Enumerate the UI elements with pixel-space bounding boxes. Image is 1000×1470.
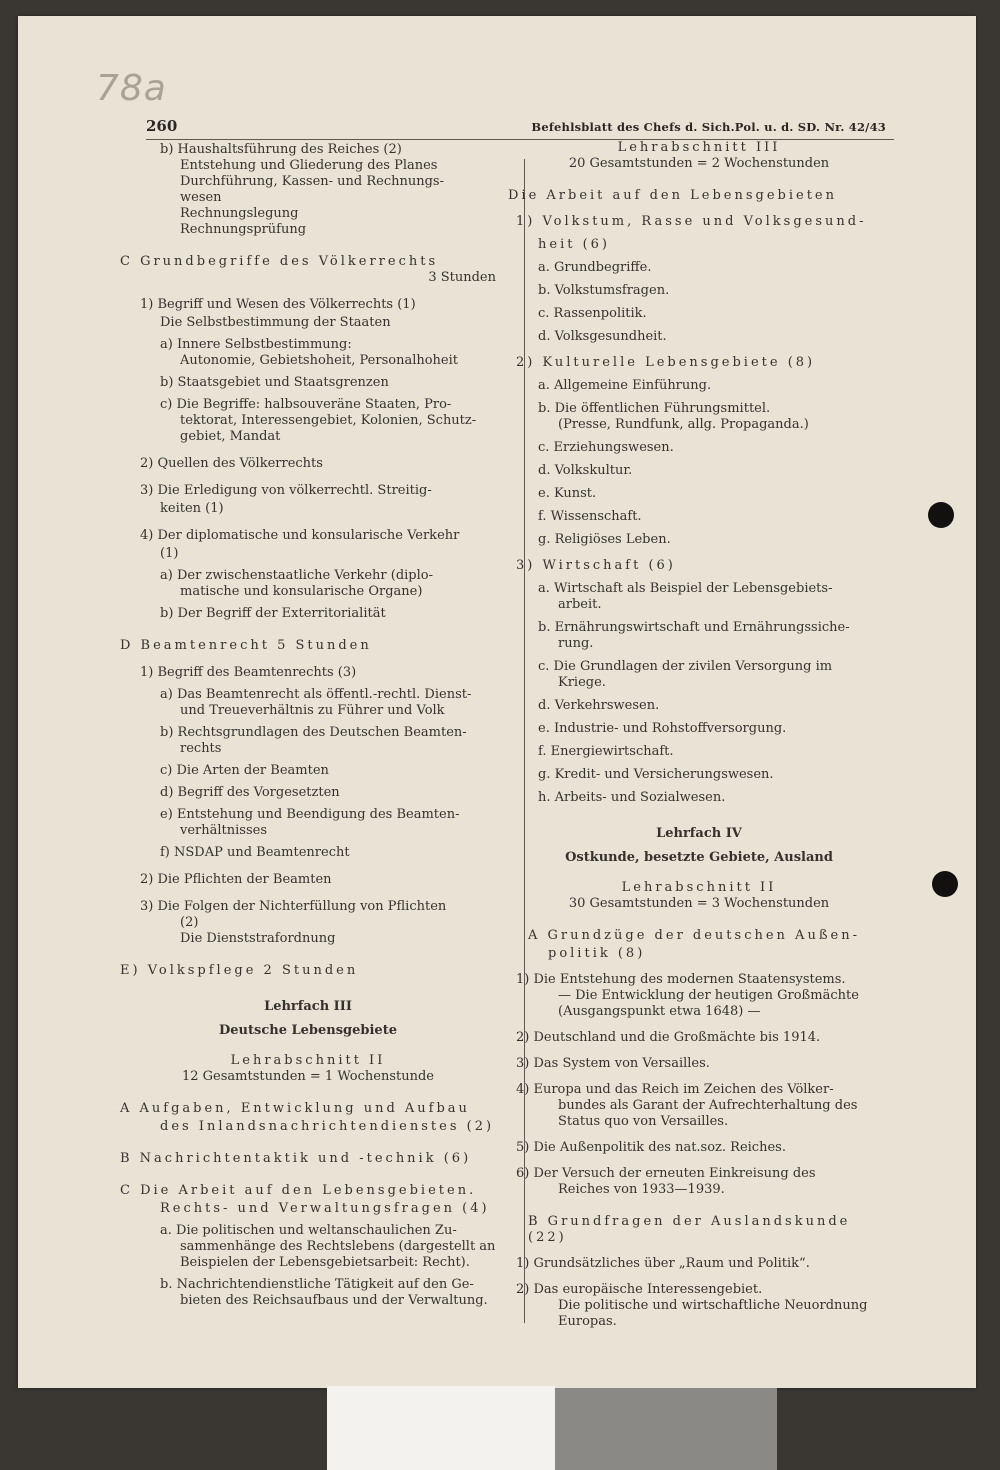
right-column	[508, 140, 890, 1330]
left-column-line: tektorat, Interessengebiet, Kolonien, Schutz-	[180, 413, 477, 428]
right-column-line: f. Energiewirtschaft.	[538, 744, 674, 759]
right-column-line: bundes als Garant der Aufrechterhaltung des	[558, 1098, 858, 1113]
left-column-line: b) Haushaltsführung des Reiches (2)	[160, 142, 402, 157]
right-column-line: Lehrabschnitt III	[617, 140, 781, 155]
right-column-line: Status quo von Versailles.	[558, 1114, 729, 1129]
right-column-line: 2) Das europäische Interessengebiet.	[516, 1282, 763, 1297]
left-column-line: b. Nachrichtendienstliche Tätigkeit auf den Ge-	[160, 1277, 474, 1292]
left-column-line: C Die Arbeit auf den Lebensgebieten.	[120, 1183, 477, 1198]
right-column-line: 30 Gesamtstunden = 3 Wochenstunden	[568, 896, 830, 911]
left-column-line: sammenhänge des Rechtslebens (dargestellt an	[180, 1239, 496, 1254]
left-column-line: verhältnisses	[180, 823, 267, 838]
right-column-line: rung.	[558, 636, 594, 651]
left-column-line: 3) Die Folgen der Nichterfüllung von Pflichten	[140, 899, 447, 914]
left-column-line: matische und konsularische Organe)	[180, 584, 423, 599]
left-column-line: a) Der zwischenstaatliche Verkehr (diplo-	[160, 568, 433, 583]
right-column-line: arbeit.	[558, 597, 602, 612]
right-column-line: c. Die Grundlagen der zivilen Versorgung im	[538, 659, 833, 674]
right-column-line: 6) Der Versuch der erneuten Einkreisung des	[516, 1166, 816, 1181]
left-column-line: Die Selbstbestimmung der Staaten	[160, 315, 391, 330]
left-column-line: a. Die politischen und weltanschaulichen Zu-	[160, 1223, 457, 1238]
left-column-line: a) Innere Selbstbestimmung:	[160, 337, 352, 352]
left-column-line: Rechts- und Verwaltungsfragen (4)	[160, 1201, 490, 1216]
right-column-line: 2) Deutschland und die Großmächte bis 1914.	[516, 1030, 821, 1045]
right-column-line: 5) Die Außenpolitik des nat.soz. Reiches.	[516, 1140, 786, 1155]
left-column-line: 12 Gesamtstunden = 1 Wochenstunde	[182, 1069, 434, 1084]
punch-hole-lower	[932, 871, 958, 897]
left-column-line: b) Rechtsgrundlagen des Deutschen Beamten-	[160, 725, 467, 740]
right-column-line: 1) Die Entstehung des modernen Staatensystems.	[516, 972, 846, 987]
scan-background-gray	[555, 1388, 777, 1470]
left-column-line: Lehrfach III	[264, 999, 352, 1014]
right-column-line: heit (6)	[538, 237, 610, 252]
page-number: 260	[146, 117, 178, 135]
right-column-line: (Presse, Rundfunk, allg. Propaganda.)	[558, 417, 809, 432]
left-column-line: 2) Die Pflichten der Beamten	[140, 872, 332, 887]
left-column-line: Deutsche Lebensgebiete	[219, 1023, 397, 1038]
right-column-line: 2) Kulturelle Lebensgebiete (8)	[516, 355, 816, 370]
right-column-line: politik (8)	[548, 946, 646, 961]
left-column-line: und Treueverhältnis zu Führer und Volk	[180, 703, 445, 718]
left-column-line: 4) Der diplomatische und konsularische Verkehr	[140, 528, 460, 543]
left-column-line: b) Der Begriff der Exterritorialität	[160, 606, 386, 621]
right-column-line: c. Rassenpolitik.	[538, 306, 647, 321]
left-column-line: Durchführung, Kassen- und Rechnungs-	[180, 174, 444, 189]
right-column-line: Ostkunde, besetzte Gebiete, Ausland	[565, 850, 833, 865]
left-column-line: rechts	[180, 741, 222, 756]
left-column	[120, 140, 496, 1309]
left-column-line: b) Staatsgebiet und Staatsgrenzen	[160, 375, 389, 390]
right-column-line: (Ausgangspunkt etwa 1648) —	[558, 1004, 761, 1019]
right-column-line: c. Erziehungswesen.	[538, 440, 674, 455]
left-column-line: Autonomie, Gebietshoheit, Personalhoheit	[180, 353, 459, 368]
page-header	[146, 117, 894, 140]
left-column-line: B Nachrichtentaktik und -technik (6)	[120, 1151, 472, 1166]
right-column-line: A Grundzüge der deutschen Außen-	[528, 928, 860, 943]
journal-title: Befehlsblatt des Chefs d. Sich.Pol. u. d. SD. Nr. 42/43	[531, 120, 886, 134]
right-column-line: 20 Gesamtstunden = 2 Wochenstunden	[568, 156, 830, 171]
left-column-line: 3 Stunden	[428, 270, 496, 285]
right-column-line: b. Die öffentlichen Führungsmittel.	[538, 401, 771, 416]
left-column-line: Die Dienststrafordnung	[180, 931, 336, 946]
right-column-line: e. Kunst.	[538, 486, 597, 501]
handwritten-note: 78a	[96, 68, 167, 109]
right-column-line: 1) Grundsätzliches über „Raum und Politik“.	[516, 1256, 810, 1271]
left-column-line: f) NSDAP und Beamtenrecht	[160, 845, 350, 860]
right-column-line: 3) Das System von Versailles.	[516, 1056, 710, 1071]
right-column-line: Die politische und wirtschaftliche Neuordnung	[558, 1298, 868, 1313]
right-column-line: h. Arbeits- und Sozialwesen.	[538, 790, 726, 805]
right-column-line: — Die Entwicklung der heutigen Großmächte	[558, 988, 859, 1003]
left-column-line: 1) Begriff und Wesen des Völkerrechts (1)	[140, 297, 416, 312]
right-column-line: a. Wirtschaft als Beispiel der Lebensgebiets-	[538, 581, 833, 596]
right-column-line: 3) Wirtschaft (6)	[516, 558, 676, 573]
right-column-line: Reiches von 1933—1939.	[558, 1182, 725, 1197]
left-column-line: Rechnungsprüfung	[180, 222, 307, 237]
right-column-line: Lehrfach IV	[656, 826, 742, 841]
right-column-line: Lehrabschnitt II	[621, 880, 777, 895]
right-column-line: b. Ernährungswirtschaft und Ernährungssiche-	[538, 620, 850, 635]
left-column-line: (2)	[180, 915, 199, 930]
left-column-line: Lehrabschnitt II	[230, 1053, 386, 1068]
right-column-line: a. Grundbegriffe.	[538, 260, 652, 275]
left-column-line: a) Das Beamtenrecht als öffentl.-rechtl. Dienst-	[160, 687, 472, 702]
scan-background-white	[327, 1386, 555, 1470]
left-column-line: (1)	[160, 546, 179, 561]
right-column-line: Kriege.	[558, 675, 606, 690]
right-column-line: 1) Volkstum, Rasse und Volksgesund-	[516, 214, 867, 229]
left-column-line: c) Die Begriffe: halbsouveräne Staaten, Pro-	[160, 397, 452, 412]
left-column-line: D Beamtenrecht 5 Stunden	[120, 638, 372, 653]
left-column-line: e) Entstehung und Beendigung des Beamten-	[160, 807, 460, 822]
right-column-line: g. Kredit- und Versicherungswesen.	[538, 767, 774, 782]
left-column-line: bieten des Reichsaufbaus und der Verwaltung.	[180, 1293, 488, 1308]
left-column-line: des Inlandsnachrichtendienstes (2)	[160, 1119, 495, 1134]
left-column-line: c) Die Arten der Beamten	[160, 763, 329, 778]
right-column-line: 4) Europa und das Reich im Zeichen des Völker-	[516, 1082, 834, 1097]
punch-hole-upper	[928, 502, 954, 528]
left-column-line: keiten (1)	[160, 501, 224, 516]
right-column-line: e. Industrie- und Rohstoffversorgung.	[538, 721, 787, 736]
right-column-line: f. Wissenschaft.	[538, 509, 642, 524]
left-column-line: C Grundbegriffe des Völkerrechts	[120, 254, 439, 269]
right-column-line: d. Verkehrswesen.	[538, 698, 660, 713]
left-column-line: Beispielen der Lebensgebietsarbeit: Recht).	[180, 1255, 470, 1270]
right-column-line: d. Volksgesundheit.	[538, 329, 667, 344]
left-column-line: A Aufgaben, Entwicklung und Aufbau	[120, 1101, 470, 1116]
right-column-line: a. Allgemeine Einführung.	[538, 378, 712, 393]
left-column-line: d) Begriff des Vorgesetzten	[160, 785, 340, 800]
right-column-line: g. Religiöses Leben.	[538, 532, 671, 547]
right-column-line: Europas.	[558, 1314, 617, 1329]
left-column-line: Rechnungslegung	[180, 206, 299, 221]
left-column-line: 1) Begriff des Beamtenrechts (3)	[140, 665, 357, 680]
left-column-line: 3) Die Erledigung von völkerrechtl. Streitig-	[140, 483, 432, 498]
right-column-line: b. Volkstumsfragen.	[538, 283, 670, 298]
right-column-line: d. Volkskultur.	[538, 463, 633, 478]
right-column-line: B Grundfragen der Auslandskunde (22)	[528, 1214, 851, 1245]
left-column-line: gebiet, Mandat	[180, 429, 281, 444]
left-column-line: E) Volkspflege 2 Stunden	[120, 963, 359, 978]
left-column-line: wesen	[180, 190, 222, 205]
right-column-line: Die Arbeit auf den Lebensgebieten	[508, 188, 837, 203]
left-column-line: Entstehung und Gliederung des Planes	[180, 158, 438, 173]
left-column-line: 2) Quellen des Völkerrechts	[140, 456, 323, 471]
